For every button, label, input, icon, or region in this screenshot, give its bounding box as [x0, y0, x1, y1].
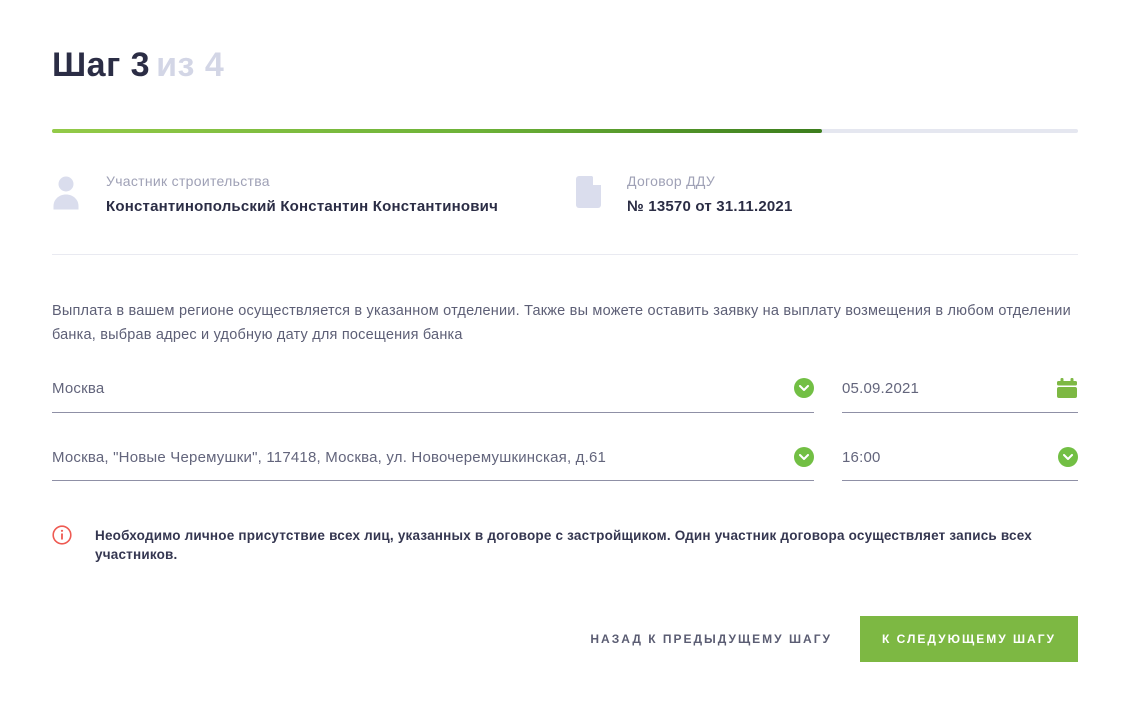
summary-row — [52, 173, 1078, 216]
payment-description: Выплата в вашем регионе осуществляется в указанном отделении. Также вы можете оставить заявку на выплату возмещения в любом отделении банка, выбрав адрес и удобную дату для посещения банка — [52, 303, 1071, 343]
attendance-notice — [52, 525, 1078, 564]
info-icon — [52, 525, 72, 550]
contract-label: Договор ДДУ — [627, 173, 716, 189]
branch-select-value: Москва, "Новые Черемушки", 117418, Москва, ул. Новочеремушкинская, д.61 — [52, 448, 607, 466]
chevron-down-icon[interactable] — [794, 447, 814, 467]
participant-label: Участник строительства — [106, 173, 270, 189]
document-icon — [575, 175, 601, 214]
attendance-notice-text: Необходимо личное присутствие всех лиц, указанных в договоре с застройщиком. Один участник договора осуществляет запись всех участников. — [95, 528, 1032, 562]
person-icon — [52, 175, 80, 216]
page-title — [52, 46, 1078, 85]
participant-summary — [52, 173, 575, 216]
contract-value: № 13570 от 31.11.2021 — [627, 198, 793, 215]
section-divider — [52, 254, 1078, 255]
progress-bar — [52, 129, 1078, 133]
branch-select[interactable] — [52, 447, 814, 481]
visit-date-picker[interactable] — [842, 377, 1078, 413]
chevron-down-icon[interactable] — [794, 378, 814, 398]
contract-summary — [575, 173, 793, 215]
participant-value: Константинопольский Константин Константинович — [106, 198, 498, 215]
visit-time-value: 16:00 — [842, 448, 881, 466]
next-button[interactable]: К СЛЕДУЮЩЕМУ ШАГУ — [860, 616, 1078, 662]
step-current-label: Шаг 3 — [52, 46, 151, 84]
visit-time-select[interactable] — [842, 447, 1078, 481]
calendar-icon[interactable] — [1056, 377, 1078, 399]
visit-date-value: 05.09.2021 — [842, 379, 920, 397]
progress-bar-fill — [52, 129, 822, 133]
step-navigation — [52, 616, 1078, 662]
region-select[interactable] — [52, 377, 814, 413]
back-button[interactable]: НАЗАД К ПРЕДЫДУЩЕМУ ШАГУ — [590, 632, 832, 646]
chevron-down-icon[interactable] — [1058, 447, 1078, 467]
participant-text — [106, 173, 498, 215]
contract-text — [627, 173, 793, 215]
appointment-form — [52, 377, 1078, 481]
region-select-value: Москва — [52, 379, 105, 397]
step-total-label: из 4 — [156, 46, 225, 84]
